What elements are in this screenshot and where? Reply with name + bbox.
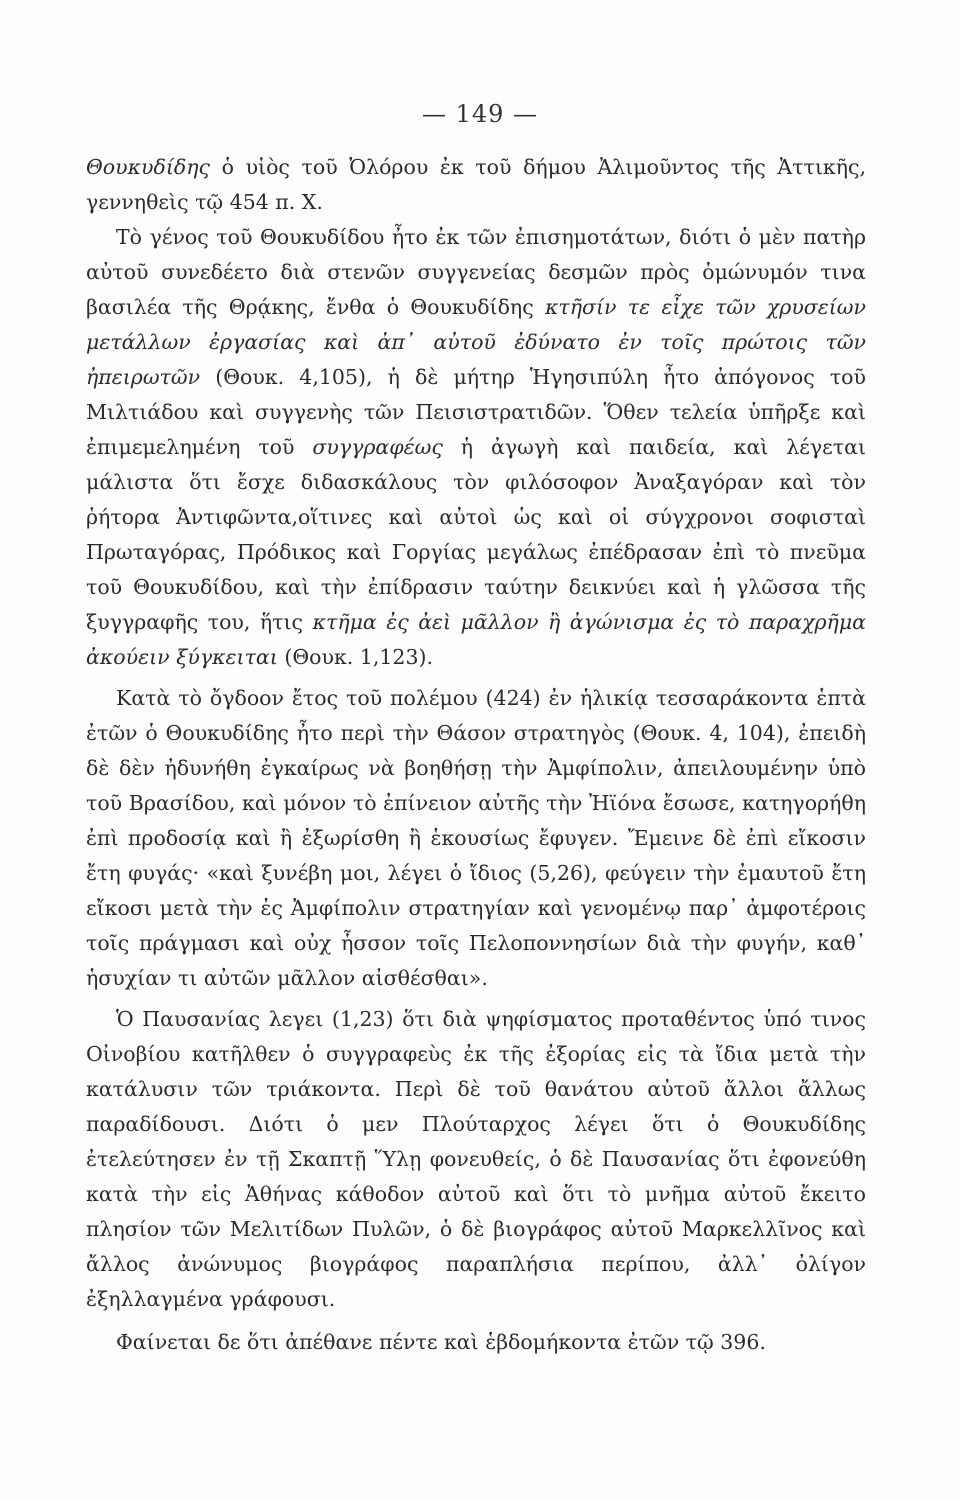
text-segment: Ὁ Παυσανίας λεγει (1,23) ὅτι διὰ ψηφίσματος προταθέντος ὑπό τινος Οἰνοβίου κατῆλθεν ὁ συγγραφεὺς ἐκ τῆς ἐξορίας εἰς τὰ ἴδια μετὰ τὴν κατάλυσιν τῶν τριάκοντα. Περὶ δὲ τοῦ θανάτου αὐτοῦ ἄλλοι ἄλλως παραδίδουσι. Διότι ὁ μεν Πλούταρχος λέγει ὅτι ὁ Θουκυδίδης ἐτελεύτησεν ἐν τῇ Σκαπτῇ Ὕλῃ φονευθείς, ὁ δὲ Παυσανίας ὅτι ἐφονεύθη κατὰ τὴν εἰς Ἀθήνας κάθοδον αὐτοῦ καὶ ὅτι τὸ μνῆμα αὐτοῦ ἔκειτο πλησίον τῶν Μελιτίδων Πυλῶν, ὁ δὲ βιογράφος αὐτοῦ Μαρκελλῖνος καὶ ἄλλος ἀνώνυμος βιογράφος παραπλήσια περίπου, ἀλλ᾽ ὀλίγον ἐξηλλαγμένα γράφουσι. xyxy=(86,1007,866,1311)
paragraph-1 xyxy=(86,150,866,220)
paragraph-4 xyxy=(86,1002,866,1317)
text-segment: κτῆσίν τε εἶχε τῶν χρυσείων μετάλλων ἐργασίας καὶ ἀπ᾽ αὐτοῦ ἐδύνατο ἐν τοῖς πρώτοις τῶν ἠπειρωτῶν xyxy=(86,295,866,389)
text-segment: Κατὰ τὸ ὄγδοον ἔτος τοῦ πολέμου (424) ἐν ἡλικίᾳ τεσσαράκοντα ἑπτὰ ἐτῶν ὁ Θουκυδίδης ἦτο περὶ τὴν Θάσον στρατηγὸς (Θουκ. 4, 104), ἐπειδὴ δὲ δὲν ἠδυνήθη ἐγκαίρως νὰ βοηθήσῃ τὴν Ἀμφίπολιν, ἀπειλουμένην ὑπὸ τοῦ Βρασίδου, καὶ μόνον τὸ ἐπίνειον αὐτῆς τὴν Ἠϊόνα ἔσωσε, κατηγορήθη ἐπὶ προδοσίᾳ καὶ ἢ ἐξωρίσθη ἢ ἑκουσίως ἔφυγεν. Ἔμεινε δὲ ἐπὶ εἴκοσιν ἔτη φυγάς· «καὶ ξυνέβη μοι, λέγει ὁ ἴδιος (5,26), φεύγειν τὴν ἐμαυτοῦ ἔτη εἴκοσι μετὰ τὴν ἐς Ἀμφίπολιν στρατηγίαν καὶ γενομένῳ παρ᾽ ἀμφοτέροις τοῖς πράγμασι καὶ οὐχ ἧσσον τοῖς Πελοποννησίων διὰ τὴν φυγήν, καθ᾽ ἡσυχίαν τι αὐτῶν μᾶλλον αἰσθέσθαι». xyxy=(86,686,866,990)
text-segment: κτῆμα ἐς ἀεὶ μᾶλλον ἢ ἀγώνισμα ἐς τὸ παραχρῆμα ἀκούειν ξύγκειται xyxy=(86,610,866,669)
body-text xyxy=(86,150,866,1366)
paragraph-5 xyxy=(86,1325,866,1360)
paragraph-3 xyxy=(86,681,866,996)
text-segment: (Θουκ. 4,105), ἡ δὲ μήτηρ Ἡγησιπύλη ἦτο ἀπόγονος τοῦ Μιλτιάδου καὶ συγγενὴς τῶν Πεισιστρατιδῶν. Ὅθεν τελεία ὑπῆρξε καὶ ἐπιμεμελημένη τοῦ xyxy=(86,365,866,459)
text-segment: (Θουκ. 1,123). xyxy=(277,645,433,669)
text-segment: συγγραφέως xyxy=(312,435,443,459)
text-segment: Τὸ γένος τοῦ Θουκυδίδου ἦτο ἐκ τῶν ἐπισημοτάτων, διότι ὁ μὲν πατὴρ αὐτοῦ συνεδέετο διὰ στενῶν συγγενείας δεσμῶν πρὸς ὁμώνυμόν τινα βασιλέα τῆς Θρᾴκης, ἔνθα ὁ Θουκυδίδης xyxy=(86,225,866,319)
paragraph-2 xyxy=(86,220,866,675)
text-segment: ἡ ἀγωγὴ καὶ παιδεία, καὶ λέγεται μάλιστα ὅτι ἔσχε διδασκάλους τὸν φιλόσοφον Ἀναξαγόραν καὶ τὸν ῥήτορα Ἀντιφῶντα,οἵτινες καὶ αὐτοὶ ὡς καὶ οἱ σύγχρονοι σοφισταὶ Πρωταγόρας, Πρόδικος καὶ Γοργίας μεγάλως ἐπέδρασαν ἐπὶ τὸ πνεῦμα τοῦ Θουκυδίδου, καὶ τὴν ἐπίδρασιν ταύτην δεικνύει καὶ ἡ γλῶσσα τῆς ξυγγραφῆς του, ἥτις xyxy=(86,435,866,634)
text-segment: Θουκυδίδης xyxy=(86,155,211,179)
page-number: — 149 — xyxy=(421,100,539,128)
text-segment: ὁ υἱὸς τοῦ Ὀλόρου ἐκ τοῦ δήμου Ἀλιμοῦντος τῆς Ἀττικῆς, γεννηθεὶς τῷ 454 π. Χ. xyxy=(86,155,866,214)
text-segment: Φαίνεται δε ὅτι ἀπέθανε πέντε καὶ ἑβδομήκοντα ἐτῶν τῷ 396. xyxy=(116,1330,766,1354)
